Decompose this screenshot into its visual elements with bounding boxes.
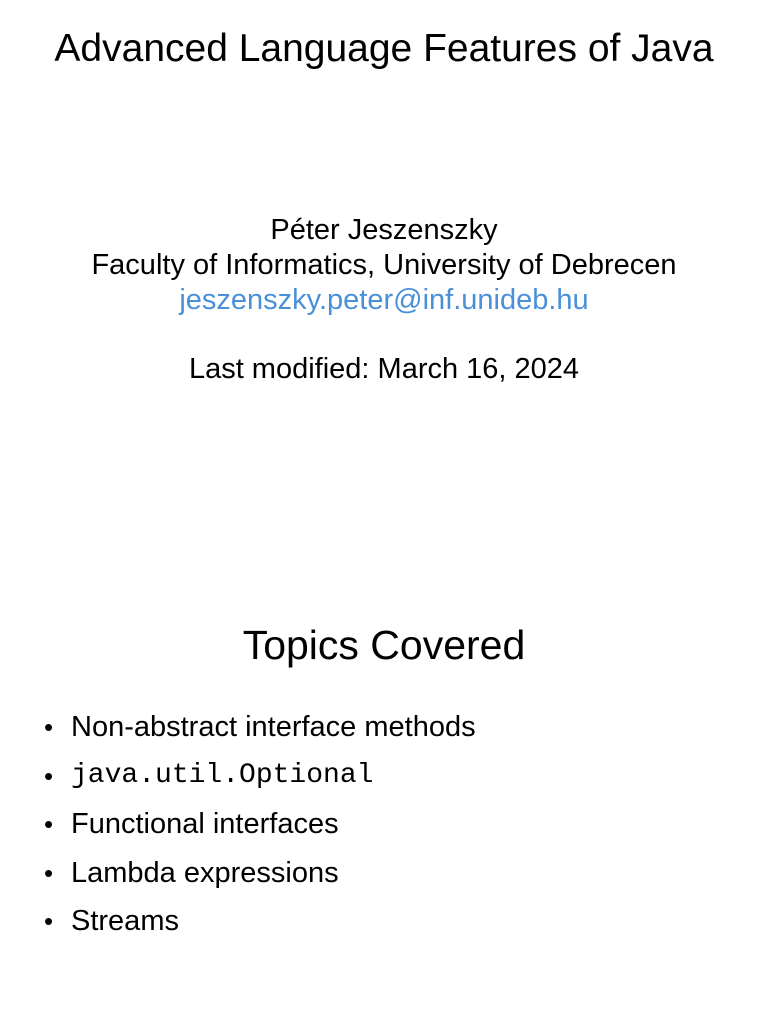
topic-item: [44, 804, 476, 853]
topics-list: [44, 707, 476, 950]
bullet-icon: •: [44, 712, 54, 742]
topics-title: Topics Covered: [242, 622, 526, 668]
bullet-icon: •: [44, 760, 54, 791]
author-email-link[interactable]: jeszenszky.peter@inf.unideb.hu: [179, 284, 589, 316]
author-block: [0, 213, 768, 318]
topic-label: Functional interfaces: [71, 808, 339, 840]
topic-item: [44, 707, 476, 756]
bullet-icon: •: [44, 857, 54, 888]
topic-label-code: java.util.Optional: [71, 759, 374, 791]
presentation-title: Advanced Language Features of Java: [54, 27, 714, 70]
bullet-icon: •: [44, 906, 54, 936]
topic-label: Non-abstract interface methods: [71, 711, 476, 743]
last-modified-date: Last modified: March 16, 2024: [188, 353, 580, 385]
topics-slide: [0, 512, 768, 1024]
author-name: Péter Jeszenszky: [270, 214, 498, 246]
topic-label: Streams: [71, 905, 179, 937]
topic-item: [44, 853, 476, 902]
bullet-icon: •: [44, 809, 54, 839]
topic-item: [44, 901, 476, 950]
topic-label: Lambda expressions: [71, 856, 339, 889]
topic-item: [44, 756, 476, 805]
author-affiliation: Faculty of Informatics, University of Debrecen: [91, 249, 677, 281]
